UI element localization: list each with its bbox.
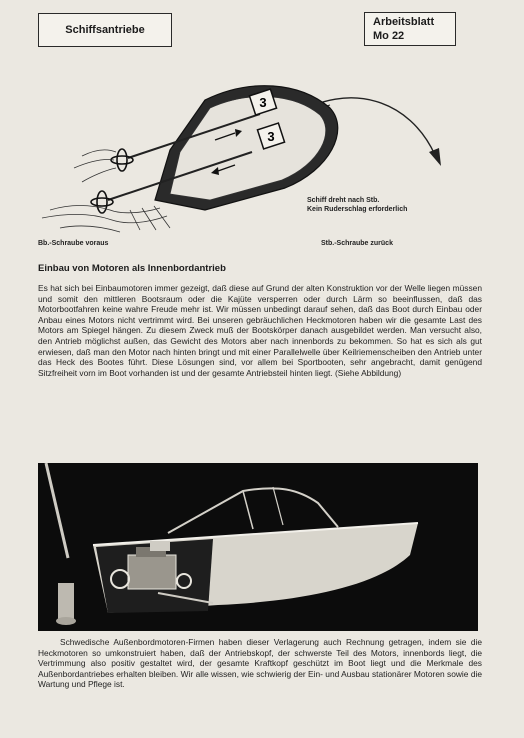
caption-turn-line2: Kein Ruderschlag erforderlich <box>307 206 408 213</box>
caption-port-screw: Bb.-Schraube voraus <box>38 240 109 247</box>
sheet-label: Arbeitsblatt <box>373 16 435 28</box>
caption-turn-line1: Schiff dreht nach Stb. <box>307 197 380 204</box>
boat-cutaway-photo <box>38 463 478 631</box>
body-paragraph-1: Es hat sich bei Einbaumotoren immer gezeigt, daß diese auf Grund der alten Konstruktion vor der Welle liegen müssen und somit den mittleren Bootsraum oder die Kajüte versperren oder durch Lärm so beeinflussen, daß das Motorbootfahren keine wahre Freude mehr ist. Wir müssen unbedingt darauf sehen, daß das Boot durch Einbau oder Anbau eines Motors nicht vertrimmt wird. Bei unseren gebräuchlichen Heckmotoren haben wir die gesamte Last des Motors am Spiegel hängen. Zu diesem Zweck muß der Bootskörper danach ausgebildet werden. Man versucht also, den Antrieb möglichst außen, das Gewicht des Motors aber nach innenbords zu bekommen. So hat es sich als gut erwiesen, daß man den Motor nach hinten bringt und mit einer Parallelwelle über Keilriemenscheiben den Antrieb unter das Heck des Bootes führt. Diese Lösungen sind, vor allem bei Sportbooten, sehr angebracht, damit genügend Sitzfreiheit vorn im Boot vorhanden ist und der gesamte Antriebsteil hinten liegt. (Siehe Abbildung) <box>38 283 482 378</box>
diagram-caption-turn <box>307 196 407 214</box>
body-paragraph-2: Schwedische Außenbordmotoren-Firmen haben dieser Verlagerung auch Rechnung getragen, indem sie die Heckmotoren so umkonstruiert haben, daß der Antriebskopf, der schwerste Teil des Motors, innenbords liegt, die Vertrimmung also positiv gestaltet wird, der gesamte Kraftkopf geschützt im Boot liegt und die Merkmale des Außenbordantriebes erhalten bleiben. Wir alle wissen, wie schwierig der Ein- und Ausbau stationärer Motoren sowie die Wartung und Pflege ist. <box>38 637 482 690</box>
propeller-icon <box>111 149 133 171</box>
gear-marker-bottom: 3 <box>267 129 275 144</box>
propeller-wash <box>42 150 170 232</box>
twin-screw-diagram <box>30 60 490 260</box>
section-heading: Einbau von Motoren als Innenbordantrieb <box>38 263 226 274</box>
sheet-number: Mo 22 <box>373 30 405 42</box>
caption-starboard-screw: Stb.-Schraube zurück <box>321 240 393 247</box>
boat-cutaway-illustration <box>38 463 478 631</box>
topic-label: Schiffsantriebe <box>65 24 145 36</box>
topic-box <box>38 13 172 47</box>
gear-marker-top: 3 <box>259 95 267 110</box>
sheet-id-box <box>364 12 456 46</box>
